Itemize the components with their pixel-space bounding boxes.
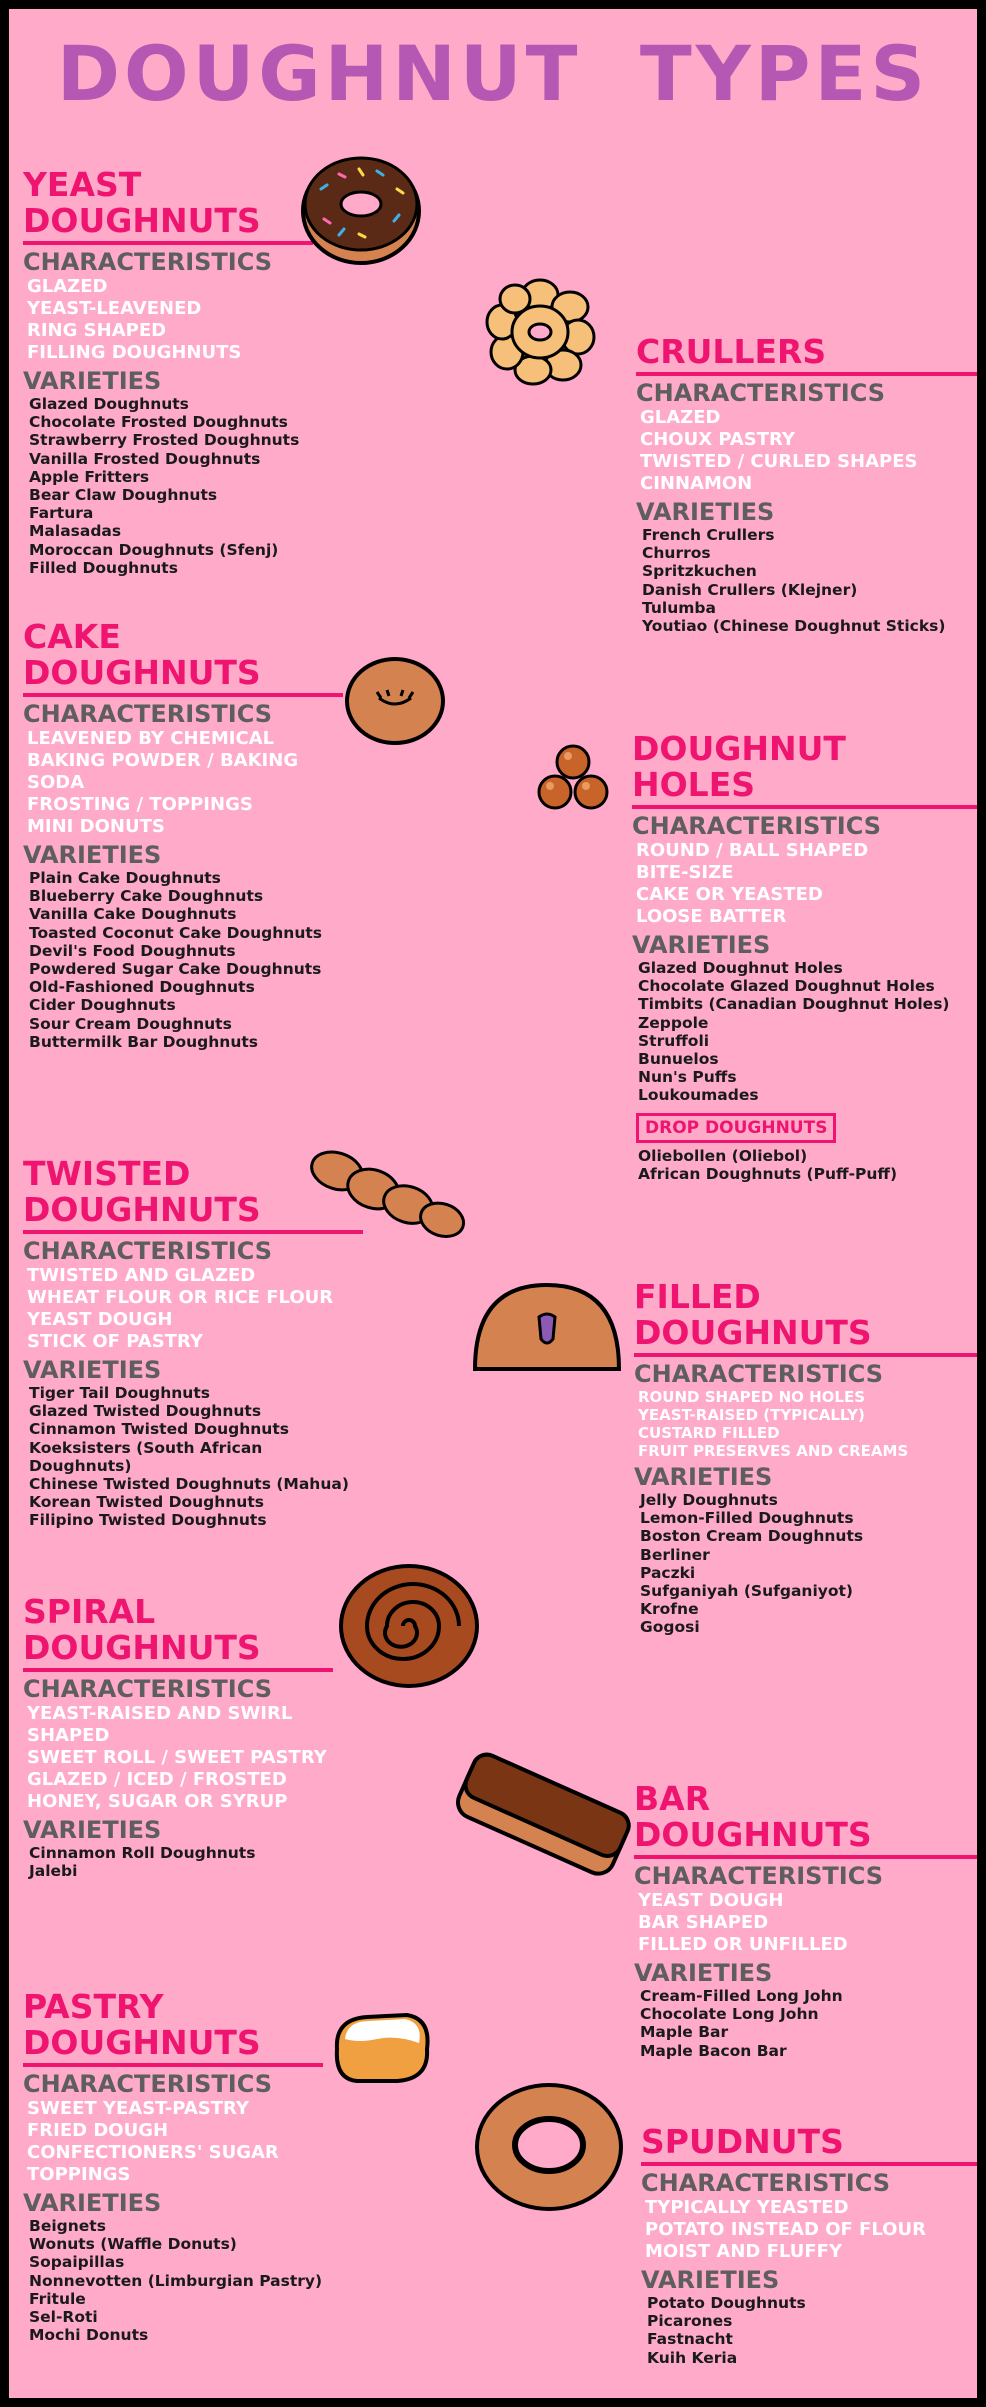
section-title-line: DOUGHNUTS (23, 1628, 261, 1667)
characteristic-item: MOIST AND FLUFFY (645, 2241, 842, 2262)
characteristic-item: RING SHAPED (27, 320, 167, 341)
characteristic-item: POTATO INSTEAD OF FLOUR (645, 2219, 926, 2240)
section-spudnuts (641, 2124, 977, 2367)
variety-item: Sour Cream Doughnuts (29, 1014, 232, 1033)
variety-item: Tiger Tail Doughnuts (29, 1384, 210, 1402)
variety-item: Cider Doughnuts (29, 996, 176, 1015)
varieties-list (23, 395, 313, 577)
variety-item: Chocolate Frosted Doughnuts (29, 413, 288, 432)
varieties-heading: VARIETIES (23, 1816, 162, 1844)
variety-item: Filled Doughnuts (29, 558, 178, 577)
variety-item: Plain Cake Doughnuts (29, 869, 221, 887)
varieties-list (636, 526, 977, 635)
characteristics-heading: CHARACTERISTICS (634, 1360, 884, 1388)
characteristic-item: GLAZED / ICED / FROSTED (27, 1769, 287, 1790)
characteristics-heading: CHARACTERISTICS (23, 248, 273, 276)
characteristic-item: TOPPINGS (27, 2164, 131, 2185)
section-title-line: YEAST (23, 165, 142, 204)
characteristic-item: FILLED OR UNFILLED (638, 1934, 848, 1955)
varieties-heading: VARIETIES (634, 1959, 773, 1987)
characteristic-item: TYPICALLY YEASTED (645, 2197, 849, 2218)
variety-item: Boston Cream Doughnuts (640, 1527, 864, 1546)
section-cake-doughnuts (23, 619, 343, 1051)
characteristics-list (634, 1388, 977, 1460)
variety-item: Fartura (29, 504, 94, 523)
section-title (23, 1594, 333, 1672)
variety-item: Zeppole (638, 1013, 709, 1032)
section-title-line: TWISTED (23, 1154, 191, 1193)
variety-item: Krofne (640, 1600, 699, 1619)
variety-item: Filipino Twisted Doughnuts (29, 1511, 267, 1530)
characteristics-list (23, 276, 313, 364)
varieties-list (634, 1491, 977, 1637)
varieties-list (23, 869, 343, 1051)
characteristic-item: FRIED DOUGH (27, 2120, 169, 2141)
yeast-doughnut-illustration (299, 149, 424, 269)
characteristics-heading: CHARACTERISTICS (23, 2070, 273, 2098)
characteristics-heading: CHARACTERISTICS (634, 1862, 884, 1890)
variety-item: Old-Fashioned Doughnuts (29, 978, 255, 997)
variety-item: Glazed Doughnuts (29, 395, 189, 413)
cake-doughnut-illustration (343, 654, 448, 749)
section-bar-doughnuts (634, 1781, 977, 2060)
characteristics-list (632, 840, 977, 928)
characteristic-item: CHOUX PASTRY (640, 429, 795, 450)
characteristic-item: STICK OF PASTRY (27, 1331, 203, 1352)
characteristics-list (636, 407, 977, 495)
variety-item: Toasted Coconut Cake Doughnuts (29, 923, 323, 942)
varieties-list (641, 2294, 977, 2367)
variety-item: Oliebollen (Oliebol) (638, 1146, 808, 1165)
section-title-line: SPIRAL (23, 1592, 156, 1631)
variety-item: Kuih Keria (647, 2348, 738, 2367)
variety-item: Fritule (29, 2289, 86, 2308)
characteristic-item: BAR SHAPED (638, 1912, 769, 1933)
characteristic-item: YEAST DOUGH (27, 1309, 173, 1330)
section-title (632, 731, 977, 809)
page-title: DOUGHNUT TYPES (56, 29, 930, 118)
varieties-list (632, 959, 977, 1105)
section-pastry-doughnuts (23, 1989, 323, 2344)
section-title-line: DOUGHNUTS (634, 1313, 872, 1352)
varieties-list (23, 1844, 333, 1880)
variety-item: Malasadas (29, 522, 122, 541)
characteristics-heading: CHARACTERISTICS (641, 2169, 891, 2197)
characteristic-item: YEAST-RAISED AND SWIRL SHAPED (27, 1703, 293, 1746)
characteristics-list (634, 1890, 977, 1956)
characteristic-item: LEAVENED BY CHEMICAL (27, 728, 275, 749)
twisted-doughnut-illustration (301, 1149, 481, 1249)
section-title (23, 619, 343, 697)
characteristics-heading: CHARACTERISTICS (23, 700, 273, 728)
variety-item: Chocolate Long John (640, 2005, 819, 2024)
characteristic-item: CONFECTIONERS' SUGAR (27, 2142, 279, 2163)
characteristic-item: WHEAT FLOUR OR RICE FLOUR (27, 1287, 334, 1308)
varieties-list (23, 2217, 323, 2344)
variety-item: Cinnamon Roll Doughnuts (29, 1844, 256, 1862)
variety-item: Maple Bacon Bar (640, 2041, 787, 2060)
characteristics-list (641, 2197, 977, 2263)
section-title-line: DOUGHNUTS (634, 1815, 872, 1854)
filled-doughnut-illustration (467, 1277, 627, 1387)
characteristic-item: MINI DONUTS (27, 816, 165, 837)
varieties-heading: VARIETIES (23, 2189, 162, 2217)
characteristics-list (23, 2098, 323, 2186)
characteristic-item: FRUIT PRESERVES AND CREAMS (638, 1442, 909, 1460)
characteristics-list (23, 728, 343, 838)
varieties-heading: VARIETIES (23, 1356, 162, 1384)
variety-item: African Doughnuts (Puff-Puff) (638, 1164, 898, 1183)
variety-item: Timbits (Canadian Doughnut Holes) (638, 995, 950, 1014)
varieties-heading: VARIETIES (641, 2266, 780, 2294)
characteristic-item: BAKING POWDER / BAKING SODA (27, 750, 299, 793)
characteristic-item: HONEY, SUGAR OR SYRUP (27, 1791, 288, 1812)
variety-item: Picarones (647, 2312, 733, 2331)
characteristics-heading: CHARACTERISTICS (636, 379, 886, 407)
section-title (641, 2124, 977, 2166)
characteristic-item: GLAZED (640, 407, 721, 428)
variety-item: Berliner (640, 1545, 710, 1564)
variety-item: Wonuts (Waffle Donuts) (29, 2235, 237, 2254)
variety-item: Potato Doughnuts (647, 2294, 806, 2312)
variety-item: Beignets (29, 2217, 106, 2235)
characteristic-item: ROUND / BALL SHAPED (636, 840, 869, 861)
variety-item: Youtiao (Chinese Doughnut Sticks) (642, 617, 946, 636)
variety-item: Strawberry Frosted Doughnuts (29, 431, 300, 450)
section-title-line: DOUGHNUTS (23, 1190, 261, 1229)
characteristic-item: ROUND SHAPED NO HOLES (638, 1388, 866, 1406)
characteristic-item: GLAZED (27, 276, 108, 297)
section-title-line: CRULLERS (636, 332, 827, 371)
characteristic-item: YEAST DOUGH (638, 1890, 784, 1911)
variety-item: Gogosi (640, 1618, 700, 1637)
section-title-line: PASTRY (23, 1987, 164, 2026)
drop-varieties-list (632, 1147, 977, 1183)
varieties-list (23, 1384, 363, 1530)
characteristic-item: TWISTED / CURLED SHAPES (640, 451, 918, 472)
section-title-line: SPUDNUTS (641, 2122, 844, 2161)
variety-item: Jelly Doughnuts (640, 1491, 778, 1509)
infographic-poster (9, 9, 977, 2398)
characteristic-item: YEAST-LEAVENED (27, 298, 202, 319)
variety-item: Fastnacht (647, 2330, 733, 2349)
variety-item: Jalebi (29, 1862, 78, 1881)
section-filled-doughnuts (634, 1279, 977, 1637)
characteristic-item: FROSTING / TOPPINGS (27, 794, 253, 815)
section-title-line: DOUGHNUT (632, 729, 846, 768)
characteristic-item: LOOSE BATTER (636, 906, 787, 927)
variety-item: Paczki (640, 1563, 696, 1582)
characteristic-item: BITE-SIZE (636, 862, 734, 883)
variety-item: Bear Claw Doughnuts (29, 486, 218, 505)
doughnut-holes-illustration (533, 742, 613, 817)
characteristics-list (23, 1265, 363, 1353)
varieties-heading: VARIETIES (23, 841, 162, 869)
spiral-doughnut-illustration (334, 1561, 484, 1691)
variety-item: Sel-Roti (29, 2308, 98, 2327)
characteristic-item: CAKE OR YEASTED (636, 884, 823, 905)
section-title (634, 1781, 977, 1859)
drop-doughnuts-label: DROP DOUGHNUTS (636, 1113, 836, 1143)
varieties-heading: VARIETIES (23, 367, 162, 395)
variety-item: Danish Crullers (Klejner) (642, 580, 858, 599)
varieties-heading: VARIETIES (632, 931, 771, 959)
variety-item: Loukoumades (638, 1086, 759, 1105)
section-crullers (636, 334, 977, 635)
variety-item: Nun's Puffs (638, 1068, 737, 1087)
characteristic-item: YEAST-RAISED (TYPICALLY) (638, 1406, 865, 1424)
variety-item: Koeksisters (South African Doughnuts) (29, 1438, 263, 1475)
section-title (23, 167, 313, 245)
section-title (636, 334, 977, 376)
variety-item: French Crullers (642, 526, 775, 544)
variety-item: Vanilla Frosted Doughnuts (29, 449, 261, 468)
variety-item: Moroccan Doughnuts (Sfenj) (29, 540, 279, 559)
characteristics-heading: CHARACTERISTICS (632, 812, 882, 840)
spudnut-illustration (469, 2079, 629, 2214)
variety-item: Sufganiyah (Sufganiyot) (640, 1582, 854, 1601)
variety-item: Buttermilk Bar Doughnuts (29, 1032, 259, 1051)
section-title (634, 1279, 977, 1357)
characteristic-item: SWEET YEAST-PASTRY (27, 2098, 249, 2119)
bar-doughnut-illustration (441, 1749, 641, 1889)
characteristic-item: TWISTED AND GLAZED (27, 1265, 256, 1286)
variety-item: Apple Fritters (29, 467, 150, 486)
variety-item: Mochi Donuts (29, 2326, 149, 2345)
varieties-list (634, 1987, 977, 2060)
section-title-line: CAKE (23, 617, 121, 656)
variety-item: Spritzkuchen (642, 562, 757, 581)
section-doughnut-holes (632, 731, 977, 1183)
variety-item: Devil's Food Doughnuts (29, 941, 236, 960)
variety-item: Nonnevotten (Limburgian Pastry) (29, 2271, 323, 2290)
variety-item: Churros (642, 544, 711, 563)
characteristics-heading: CHARACTERISTICS (23, 1237, 273, 1265)
characteristic-item: FILLING DOUGHNUTS (27, 342, 242, 363)
section-yeast-doughnuts (23, 167, 313, 577)
variety-item: Chinese Twisted Doughnuts (Mahua) (29, 1475, 349, 1494)
varieties-heading: VARIETIES (634, 1463, 773, 1491)
varieties-heading: VARIETIES (636, 498, 775, 526)
variety-item: Cream-Filled Long John (640, 1987, 843, 2005)
section-title-line: DOUGHNUTS (23, 201, 261, 240)
section-title-line: BAR (634, 1779, 711, 1818)
variety-item: Glazed Twisted Doughnuts (29, 1402, 262, 1421)
variety-item: Bunuelos (638, 1050, 719, 1069)
section-title-line: DOUGHNUTS (23, 653, 261, 692)
section-title-line: HOLES (632, 765, 756, 804)
characteristic-item: SWEET ROLL / SWEET PASTRY (27, 1747, 327, 1768)
section-title-line: DOUGHNUTS (23, 2023, 261, 2062)
section-title (23, 1989, 323, 2067)
variety-item: Maple Bar (640, 2023, 729, 2042)
variety-item: Korean Twisted Doughnuts (29, 1493, 264, 1512)
variety-item: Blueberry Cake Doughnuts (29, 887, 264, 906)
variety-item: Cinnamon Twisted Doughnuts (29, 1420, 289, 1439)
section-title-line: FILLED (634, 1277, 761, 1316)
characteristic-item: CINNAMON (640, 473, 753, 494)
variety-item: Vanilla Cake Doughnuts (29, 905, 237, 924)
characteristics-list (23, 1703, 333, 1813)
variety-item: Lemon-Filled Doughnuts (640, 1509, 854, 1528)
characteristics-heading: CHARACTERISTICS (23, 1675, 273, 1703)
characteristic-item: CUSTARD FILLED (638, 1424, 780, 1442)
section-spiral-doughnuts (23, 1594, 333, 1880)
cruller-illustration (485, 277, 595, 387)
pastry-doughnut-illustration (327, 2009, 437, 2089)
variety-item: Struffoli (638, 1031, 710, 1050)
variety-item: Sopaipillas (29, 2253, 125, 2272)
variety-item: Powdered Sugar Cake Doughnuts (29, 960, 322, 979)
variety-item: Tulumba (642, 598, 716, 617)
variety-item: Chocolate Glazed Doughnut Holes (638, 977, 935, 996)
variety-item: Glazed Doughnut Holes (638, 959, 843, 977)
